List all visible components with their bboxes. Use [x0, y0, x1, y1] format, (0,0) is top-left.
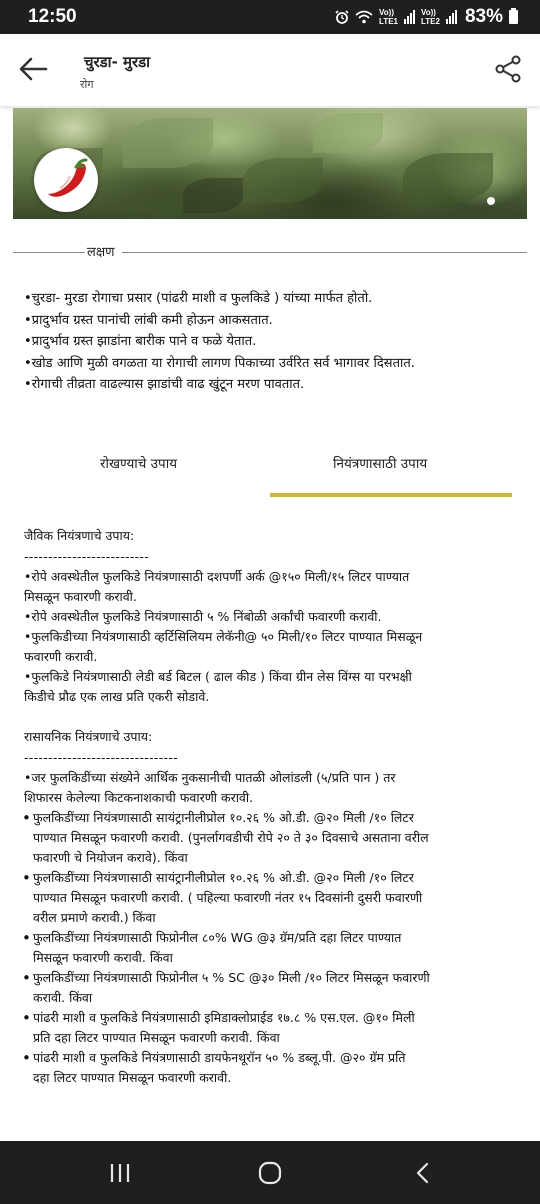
arrow-left-icon[interactable] [16, 54, 50, 84]
chili-pepper-icon [34, 148, 98, 212]
section-divider: -------------------------------- [24, 750, 178, 765]
list-item: •चुरडा- मुरडा रोगाचा प्रसार (पांढरी माशी व फुलकिडे ) यांच्या मार्फत होतो. [24, 291, 373, 306]
recent-apps-icon[interactable] [100, 1159, 140, 1187]
list-item: •रोगाची तीव्रता वाढल्यास झाडांची वाढ खुंटून मरण पावतात. [24, 377, 305, 392]
list-item: • फुलकिडींच्या नियंत्रणासाठी सायंट्रानीलीप्रोल १०.२६ % ओ.डी. @२० मिली /१० लिटर पाण्यात मिसळून फवारणी करावी. (पुनर्लागवडीची रोपे २० ते ३० दिवसाचे असताना वरील फवारणी चे नियोजन करावे). किंवा [24, 808, 524, 868]
symptoms-list [24, 288, 524, 396]
page-title: चुरडा- मुरडा [84, 53, 151, 71]
list-item: •खोड आणि मुळी वगळता या रोगाची लागण पिकाच्या उर्वरित सर्व भागावर दिसतात. [24, 355, 415, 371]
status-time: 12:50 [28, 6, 77, 27]
list-item: •फुलकिडीच्या नियंत्रणासाठी व्हर्टिसिलियम लेकॅनी@ ५० मिली/१० लिटर पाण्यात मिसळून फवारणी करावी. [24, 629, 423, 664]
battery-percent: 83% [464, 6, 503, 27]
signal-icon [404, 10, 415, 24]
list-item: • फुलकिडींच्या नियंत्रणासाठी फिप्रोनील ५ % SC @३० मिली /१० लिटर मिसळून फवारणी करावी. किंवा [24, 968, 524, 1008]
share-icon[interactable] [494, 55, 522, 83]
sim2-lte-indicator: Vo)) LTE2 [421, 8, 440, 26]
tab-bar [0, 440, 540, 500]
list-item: •फुलकिडे नियंत्रणासाठी लेडी बर्ड बिटल ( ढाल कीड ) किंवा ग्रीन लेस विंग्स या परभक्षी किडीचे प्रौढ एक लाख प्रति एकरी सोडावे. [24, 669, 412, 704]
list-item: •जर फुलकिडींच्या संख्येने आर्थिक नुकसानीची पातळी ओलांडली (५/प्रति पान ) तर शिफारस केलेल्या किटकनाशकाची फवारणी करावी. [24, 770, 396, 805]
list-item: •प्रादुर्भाव ग्रस्त झाडांना बारीक पाने व फळे येतात. [24, 334, 257, 349]
section-divider: -------------------------- [24, 549, 150, 564]
tab-control[interactable]: नियंत्रणासाठी उपाय [333, 456, 428, 472]
tab-prevention[interactable]: रोखण्याचे उपाय [100, 456, 178, 472]
alarm-icon [335, 10, 349, 24]
active-tab-indicator [270, 493, 512, 497]
carousel-indicator-dot [487, 197, 495, 205]
list-item: •रोपे अवस्थेतील फुलकिडे नियंत्रणासाठी दशपर्णी अर्क @१५० मिली/१५ लिटर पाण्यात मिसळून फवारणी करावी. [24, 569, 410, 604]
section-label-symptoms: लक्षण [87, 245, 115, 260]
home-icon[interactable] [250, 1159, 290, 1187]
list-item: • फुलकिडींच्या नियंत्रणासाठी सायंट्रानीलीप्रोल १०.२६ % ओ.डी. @२० मिली /१० लिटर पाण्यात मिसळून फवारणी करावी. ( पहिल्या फवारणी नंतर १५ दिवसांनी दुसरी फवारणी वरील प्रमाणे करावी.) किंवा [24, 868, 524, 928]
battery-icon [509, 10, 518, 24]
app-bar [0, 34, 540, 106]
status-icons [335, 6, 518, 28]
page-subtitle: रोग [80, 78, 94, 91]
control-content [24, 526, 524, 1088]
wifi-icon [355, 10, 373, 24]
back-chevron-icon[interactable] [402, 1159, 442, 1187]
signal-icon [446, 10, 457, 24]
status-bar [0, 0, 540, 34]
section-divider [122, 252, 527, 253]
bio-control-heading: जैविक नियंत्रणाचे उपाय: [24, 528, 135, 543]
chem-control-heading: रासायनिक नियंत्रणाचे उपाय: [24, 729, 153, 744]
list-item: •प्रादुर्भाव ग्रस्त पानांची लांबी कमी होऊन आकसतात. [24, 312, 273, 328]
section-divider [13, 252, 85, 253]
system-nav-bar [0, 1141, 540, 1204]
sim1-lte-indicator: Vo)) LTE1 [379, 8, 398, 26]
list-item: •रोपे अवस्थेतील फुलकिडे नियंत्रणासाठी ५ % निंबोळी अर्कांची फवारणी करावी. [24, 609, 382, 624]
list-item: • फुलकिडींच्या नियंत्रणासाठी फिप्रोनील ८०% WG @३ ग्रॅम/प्रति दहा लिटर पाण्यात मिसळून फवारणी करावी. किंवा [24, 928, 524, 968]
list-item: • पांढरी माशी व फुलकिडे नियंत्रणासाठी डायफेनथूरॉन ५० % डब्लू.पी. @२० ग्रॅम प्रति दहा लिटर पाण्यात मिसळून फवारणी करावी. [24, 1048, 524, 1088]
list-item: • पांढरी माशी व फुलकिडे नियंत्रणासाठी इमिडाक्लोप्राईड १७.८ % एस.एल. @१० मिली प्रति दहा लिटर पाण्यात मिसळून फवारणी करावी. किंवा [24, 1008, 524, 1048]
